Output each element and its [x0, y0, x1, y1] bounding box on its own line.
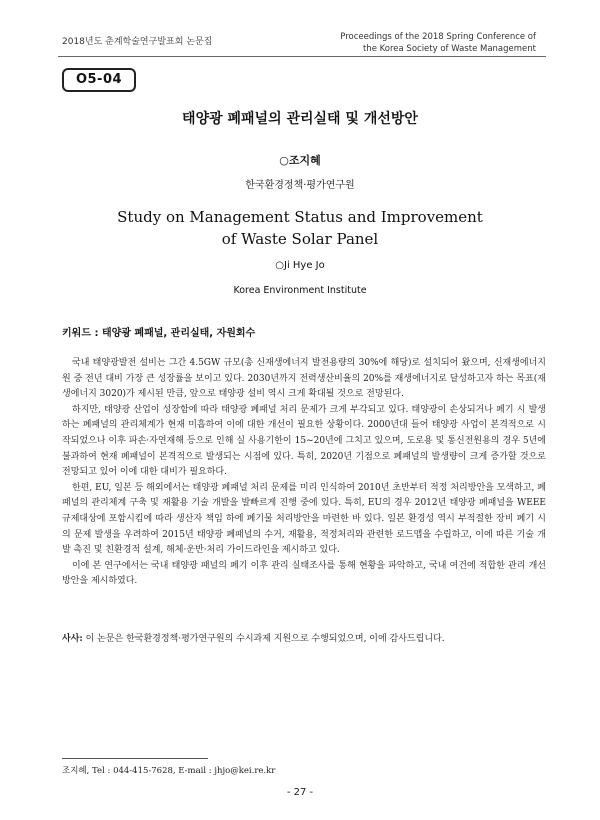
- english-author: ○Ji Hye Jo: [275, 260, 325, 271]
- korean-affiliation: 한국환경정책·평가연구원: [245, 180, 355, 191]
- acknowledgement-text: 이 논문은 한국환경정책·평가연구원의 수시과제 지원으로 수행되었으며, 이에 감사드립니다.: [82, 634, 445, 644]
- keywords: 키워드 : 태양광 폐패널, 관리실태, 자원회수: [62, 328, 256, 339]
- body-paragraph: 국내 태양광발전 설비는 그간 4.5GW 규모(총 신재생에너지 발전용량의 30%에 해당)로 설치되어 왔으며, 신재생에너지원 중 전년 대비 가장 큰 성장률을 보이고 있다. 2030년까지 전력생산비율의 20%를 재생에너지로 달성하고자 하는 목표(재생에너지 3020)가 제시된 만큼, 앞으로 태양광 설비 역시 크게 확대될 것으로 전망된다.: [62, 358, 546, 400]
- korean-author: ○조지혜: [279, 154, 321, 167]
- english-title: [0, 206, 600, 250]
- acknowledgement-label: 사사:: [62, 634, 83, 644]
- body-paragraph: 이에 본 연구에서는 국내 태양광 패널의 폐기 이후 관리 실태조사를 통해 현황을 파악하고, 국내 여건에 적합한 관리 개선방안을 제시하였다.: [62, 560, 546, 587]
- running-header-right: [340, 31, 536, 55]
- paper-code-badge: O5-04: [62, 68, 136, 92]
- running-header-right-line1: Proceedings of the 2018 Spring Conference of: [340, 32, 536, 42]
- body-paragraph: 한편, EU, 일본 등 해외에서는 태양광 폐패널 처리 문제를 미리 인식하여 2010년 초반부터 적정 처리방안을 모색하고, 폐패널의 관리체계 구축 및 재활용 기술 개발을 발빠르게 진행 중에 있다. 특히, EU의 경우 2012년 태양광 폐패널을 WEEE 규제대상에 포함시킴에 따라 생산자 책임 하에 폐기물 처리방안을 마련한 바 있다. 일본 환경성 역시 부적절한 장비 폐기 시의 문제 발생을 우려하여 2015년 태양광 폐패널의 수거, 재활용, 적정처리와 관련한 로드맵을 수립하고, 이에 따른 기술 개발 촉진 및 친환경적 설계, 해체·운반·처리 가이드라인을 제시하고 있다.: [62, 482, 546, 556]
- english-affiliation: Korea Environment Institute: [233, 285, 367, 296]
- body-paragraph: 하지만, 태양광 산업이 성장함에 따라 태양광 폐패널 처리 문제가 크게 부각되고 있다. 태양광이 손상되거나 폐기 시 발생하는 폐패널의 관리체계가 현재 미흡하여 이에 대한 개선이 필요한 상황이다. 2000년대 들어 태양광 사업이 본격적으로 시작되었으나 이후 파손·자연재해 등으로 인해 실 사용기한이 15~20년에 그치고 있으며, 도로용 및 통신전원용의 경우 5년에 불과하여 현재 폐패널이 본격적으로 발생되는 시점에 있다. 특히, 2020년 기점으로 폐패널의 발생량이 크게 증가할 것으로 전망되고 있어 이에 대한 대비가 필요하다.: [62, 404, 546, 478]
- english-title-line1: Study on Management Status and Improvement: [117, 208, 483, 226]
- header-divider: [58, 56, 546, 57]
- page-number: - 27 -: [286, 787, 314, 798]
- korean-title: 태양광 폐패널의 관리실태 및 개선방안: [182, 111, 418, 127]
- running-header-left: 2018년도 춘계학술연구발표회 논문집: [62, 37, 213, 47]
- english-title-line2: of Waste Solar Panel: [221, 230, 379, 248]
- acknowledgement: [62, 631, 546, 644]
- author-footnote: 조지혜, Tel : 044-415-7628, E-mail : jhjo@kei.re.kr: [62, 766, 276, 776]
- running-header-right-line2: the Korea Society of Waste Management: [362, 44, 536, 54]
- abstract-body: [62, 356, 546, 590]
- footnote-divider: [62, 758, 208, 759]
